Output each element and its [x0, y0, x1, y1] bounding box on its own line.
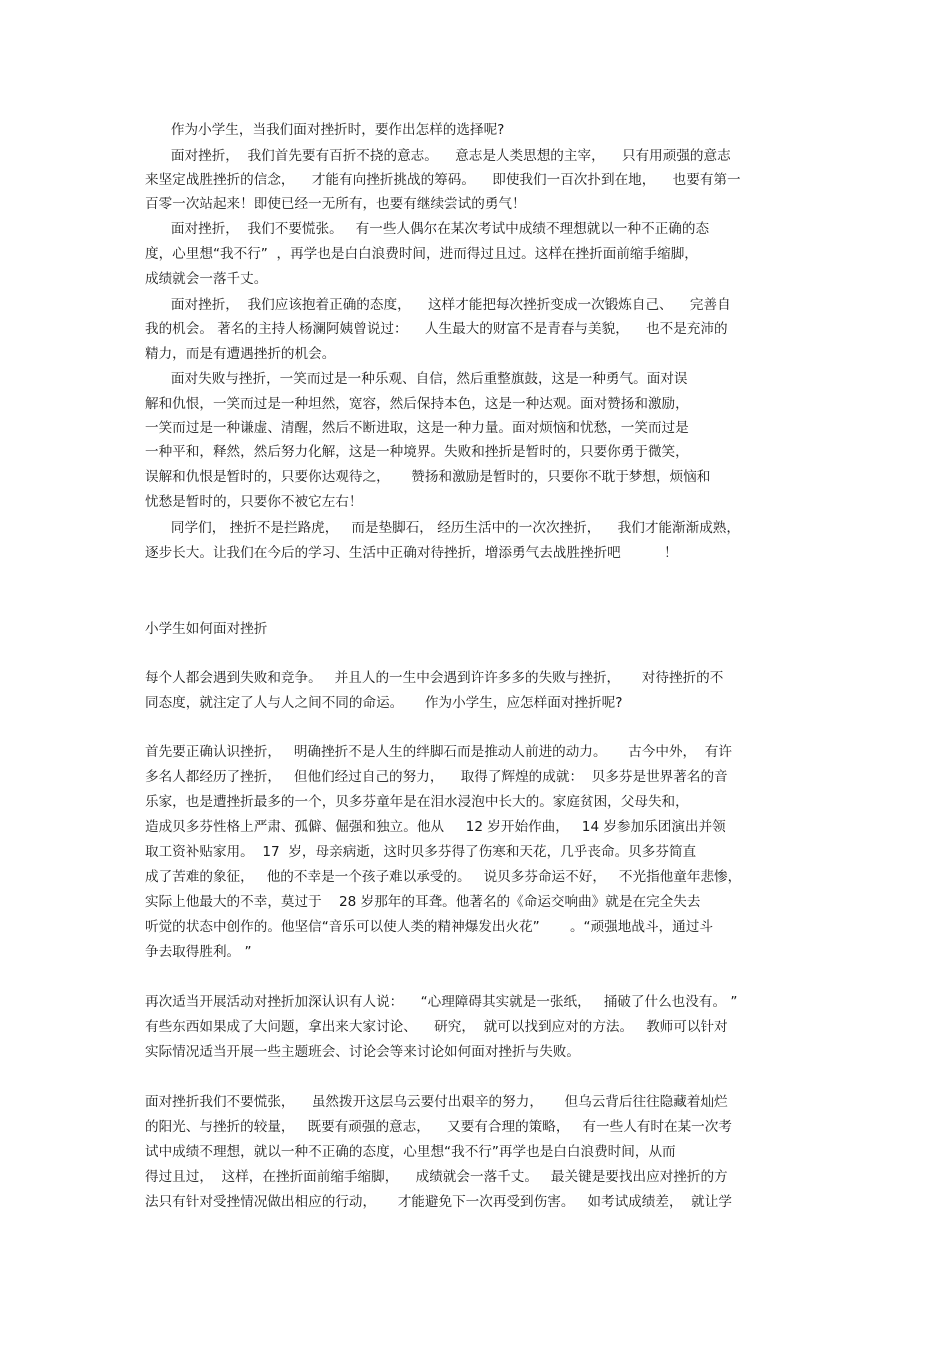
text-line: 试中成绩不理想，就以一种不正确的态度，心里想“我不行”再学也是白白浪费时间，从而: [145, 1144, 676, 1160]
text-line: 忧愁是暂时的，只要你不被它左右！: [145, 494, 363, 510]
text-line: 面对失败与挫折，一笑而过是一种乐观、自信，然后重整旗鼓，这是一种勇气。面对误: [145, 371, 688, 387]
text-line: 来坚定战胜挫折的信念， 才能有向挫折挑战的筹码。 即使我们一百次扑到在地， 也要有第一: [145, 172, 741, 188]
text-line: 精力，而是有遭遇挫折的机会。: [145, 346, 336, 362]
text-line: 法只有针对受挫情况做出相应的行动， 才能避免下一次再受到伤害。 如考试成绩差， 就让学: [145, 1194, 732, 1210]
text-line: 面对挫折， 我们首先要有百折不挠的意志。 意志是人类思想的主宰， 只有用顽强的意志: [145, 148, 731, 164]
text-line: 每个人都会遇到失败和竞争。 并且人的一生中会遇到许许多多的失败与挫折， 对待挫折的不: [145, 670, 724, 686]
text-line: 我的机会。 著名的主持人杨澜阿姨曾说过： 人生最大的财富不是青春与美貌， 也不是充沛的: [145, 321, 728, 337]
text-line: 误解和仇恨是暂时的，只要你达观待之， 赞扬和激励是暂时的，只要你不耽于梦想，烦恼和: [145, 469, 711, 485]
text-line: 面对挫折， 我们不要慌张。 有一些人偶尔在某次考试中成绩不理想就以一种不正确的态: [145, 221, 710, 237]
text-line: 首先要正确认识挫折， 明确挫折不是人生的绊脚石而是推动人前进的动力。 古今中外， 有许: [145, 744, 732, 760]
text-line: 面对挫折， 我们应该抱着正确的态度， 这样才能把每次挫折变成一次锻炼自己、 完善自: [145, 297, 731, 313]
text-line: 争去取得胜利。 ”: [145, 944, 252, 960]
text-line: 实际情况适当开展一些主题班会、讨论会等来讨论如何面对挫折与失败。: [145, 1044, 580, 1060]
text-line: 一种平和，释然，然后努力化解，这是一种境界。失败和挫折是暂时的，只要你勇于微笑，: [145, 444, 689, 460]
text-line: 面对挫折我们不要慌张， 虽然拨开这层乌云要付出艰辛的努力， 但乌云背后往往隐藏着灿烂: [145, 1094, 728, 1110]
text-line: 成绩就会一落千丈。: [145, 271, 268, 287]
text-line: 实际上他最大的不幸，莫过于 28 岁那年的耳聋。他著名的《命运交响曲》就是在完全失去: [145, 894, 701, 910]
text-line: 取工资补贴家用。 17 岁，母亲病逝，这时贝多芬得了伤寒和天花，几乎丧命。贝多芬简直: [145, 844, 697, 860]
text-line: 逐步长大。让我们在今后的学习、生活中正确对待挫折，增添勇气去战胜挫折吧 ！: [145, 545, 678, 561]
text-line: 同态度，就注定了人与人之间不同的命运。 作为小学生，应怎样面对挫折呢?: [145, 695, 623, 711]
text-line: 再次适当开展活动对挫折加深认识有人说： “心理障碍其实就是一张纸， 捅破了什么也没有。 ”: [145, 994, 738, 1010]
text-line: 成了苦难的象征， 他的不幸是一个孩子难以承受的。 说贝多芬命运不好， 不光指他童年悲惨，: [145, 869, 742, 885]
text-line: 造成贝多芬性格上严肃、孤僻、倔强和独立。他从 12 岁开始作曲， 14 岁参加乐团演出并领: [145, 819, 726, 835]
text-line: 度，心里想“我不行” ，再学也是白白浪费时间，进而得过且过。这样在挫折面前缩手缩脚，: [145, 246, 698, 262]
text-line: 的阳光、与挫折的较量， 既要有顽强的意志， 又要有合理的策略， 有一些人有时在某一次考: [145, 1119, 732, 1135]
text-line: 得过且过， 这样，在挫折面前缩手缩脚， 成绩就会一落千丈。 最关键是要找出应对挫折的方: [145, 1169, 728, 1185]
text-line: 听觉的状态中创作的。他坚信“音乐可以使人类的精神爆发出火花” 。“顽强地战斗，通过斗: [145, 919, 713, 935]
text-line: 一笑而过是一种谦虚、清醒，然后不断进取，这是一种力量。面对烦恼和忧愁，一笑而过是: [145, 420, 689, 436]
section-title: 小学生如何面对挫折: [145, 621, 268, 637]
text-line: 同学们， 挫折不是拦路虎， 而是垫脚石， 经历生活中的一次次挫折， 我们才能渐渐成熟，: [145, 520, 740, 536]
text-line: 有些东西如果成了大问题，拿出来大家讨论、 研究， 就可以找到应对的方法。 教师可以针对: [145, 1019, 728, 1035]
text-line: 解和仇恨，一笑而过是一种坦然，宽容，然后保持本色，这是一种达观。面对赞扬和激励，: [145, 396, 689, 412]
text-line: 百零一次站起来！即使已经一无所有，也要有继续尝试的勇气！: [145, 196, 526, 212]
text-line: 乐家，也是遭挫折最多的一个，贝多芬童年是在泪水浸泡中长大的。家庭贫困，父母失和，: [145, 794, 689, 810]
text-line: 作为小学生，当我们面对挫折时，要作出怎样的选择呢?: [145, 122, 505, 138]
text-line: 多名人都经历了挫折， 但他们经过自己的努力， 取得了辉煌的成就： 贝多芬是世界著名的音: [145, 769, 728, 785]
